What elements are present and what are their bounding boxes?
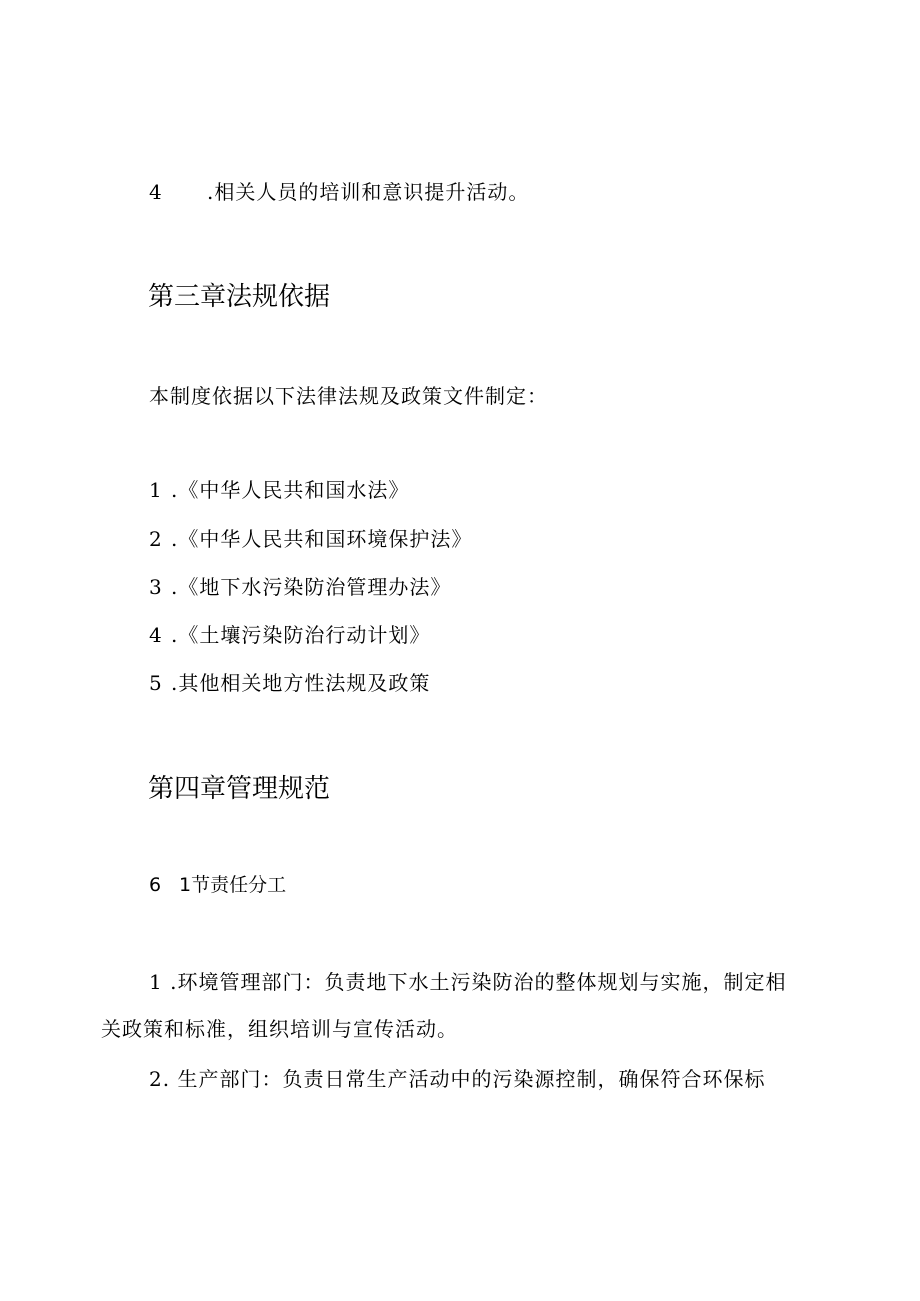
list-number: 1 bbox=[149, 478, 163, 502]
list-text: .《中华人民共和国环境保护法》 bbox=[171, 527, 473, 551]
law-list-item-2 bbox=[149, 527, 472, 551]
list-text: .其他相关地方性法规及政策 bbox=[171, 671, 431, 695]
responsibility-para-2-line-1: 2. 生产部门：负责日常生产活动中的污染源控制，确保符合环保标 bbox=[149, 1067, 766, 1091]
list-number: 3 bbox=[149, 575, 163, 599]
list-number: 4 bbox=[149, 623, 163, 647]
list-number: 2 bbox=[149, 527, 163, 551]
list-text: .相关人员的培训和意识提升活动。 bbox=[207, 180, 530, 204]
law-list-item-5 bbox=[149, 671, 430, 695]
chapter4-title: 第四章管理规范 bbox=[148, 774, 331, 804]
responsibility-para-1-line-1: 1 .环境管理部门：负责地下水土污染防治的整体规划与实施，制定相 bbox=[149, 970, 787, 994]
list-text: .《中华人民共和国水法》 bbox=[171, 478, 410, 502]
responsibility-para-1-line-2: 关政策和标准，组织培训与宣传活动。 bbox=[101, 1017, 458, 1041]
list-text: .《土壤污染防治行动计划》 bbox=[171, 623, 431, 647]
list-item-training bbox=[149, 180, 529, 204]
law-list-item-1 bbox=[149, 478, 409, 502]
section-heading bbox=[149, 873, 286, 897]
section-title: 1节责任分工 bbox=[179, 874, 287, 896]
law-list-item-4 bbox=[149, 623, 430, 647]
section-number: 6 bbox=[149, 874, 162, 896]
chapter3-title: 第三章法规依据 bbox=[148, 282, 331, 312]
list-number: 4 bbox=[149, 180, 163, 204]
chapter3-intro: 本制度依据以下法律法规及政策文件制定： bbox=[149, 384, 548, 408]
law-list-item-3 bbox=[149, 575, 451, 599]
list-text: .《地下水污染防治管理办法》 bbox=[171, 575, 452, 599]
list-number: 5 bbox=[149, 671, 163, 695]
